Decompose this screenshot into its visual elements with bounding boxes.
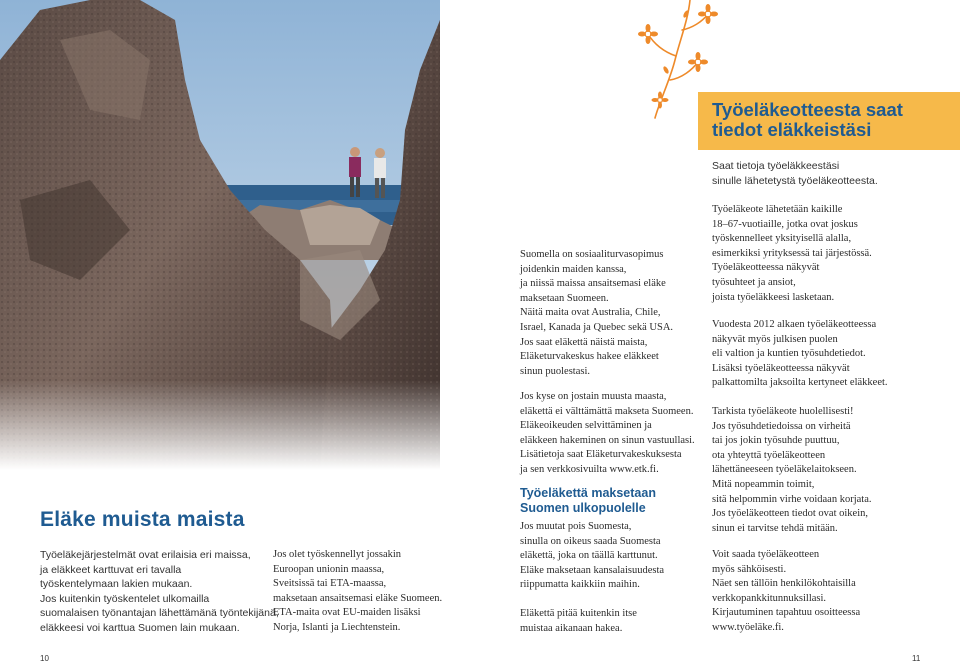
text-line: Mitä nopeammin toimit, (712, 478, 815, 490)
right-para-4 (712, 548, 860, 636)
text-line: näkyvät myös julkisen puolen (712, 333, 838, 345)
text-line: Suomella on sosiaaliturvasopimus (520, 249, 664, 260)
text-line: ja niissä maissa ansaitsemasi eläke (520, 278, 666, 290)
text-line: Jos työeläkeotteen tiedot ovat oikein, (712, 508, 869, 520)
text-line: ja eläkkeet karttuvat eri tavalla (40, 563, 182, 576)
text-line: eläkettä ei välttämättä makseta Suomeen. (520, 405, 694, 417)
text-line: Kirjautuminen tapahtuu osoitteessa (712, 607, 861, 619)
text-line: maksetaan Suomeen. (520, 292, 609, 304)
text-line: sinulla on oikeus saada Suomesta (520, 535, 661, 547)
text-line: sitä helpommin virhe voidaan korjata. (712, 493, 872, 505)
text-line: joidenkin maiden kanssa, (520, 263, 627, 275)
text-line: esimerkiksi yrityksessä tai järjestössä. (712, 247, 872, 259)
text-line: riippumatta kaikkiin maihin. (520, 579, 640, 591)
right-para-3 (712, 405, 872, 536)
text-line: Jos saat eläkettä näistä maista, (520, 336, 648, 348)
text-line: tai jos jokin työsuhde puuttuu, (712, 435, 840, 447)
left-page-title: Eläke muista maista (40, 508, 245, 531)
text-line: verkkopankkitunnuksillasi. (712, 592, 827, 604)
text-line: Jos kyse on jostain muusta maasta, (520, 391, 667, 402)
text-line: työsuhteet ja ansiot, (712, 276, 796, 288)
text-line: Euroopan unionin maassa, (273, 563, 385, 575)
section-heading (520, 486, 656, 515)
middle-para-4 (520, 607, 637, 636)
text-line: Voit saada työeläkeotteen (712, 549, 820, 560)
text-line: palkattomilta jaksoilta kertyneet eläkkeet. (712, 377, 888, 389)
right-page-title (712, 100, 903, 140)
title-line: Työeläkeotteesta saat (712, 99, 903, 120)
right-para-1 (712, 203, 872, 305)
text-line: Työeläkeotteessa näkyvät (712, 262, 820, 274)
text-line: 18–67-vuotiaille, jotka ovat joskus (712, 218, 858, 230)
text-line: Eläkettä pitää kuitenkin itse (520, 608, 637, 619)
middle-para-2 (520, 390, 695, 478)
text-line: Norja, Islanti ja Liechtenstein. (273, 621, 401, 633)
page-number-left: 10 (40, 654, 49, 663)
text-line: sinulle lähetetystä työeläkeotteesta. (712, 174, 878, 187)
text-line: Näitä maita ovat Australia, Chile, (520, 307, 661, 319)
text-line: Saat tietoja työeläkkeestäsi (712, 160, 840, 172)
coastal-rocks-photo (0, 0, 440, 470)
text-line: Eläke maksetaan kansalaisuudesta (520, 564, 665, 576)
text-line: Jos kuitenkin työskentelet ulkomailla (40, 592, 210, 605)
heading-line: Työeläkettä maksetaan (520, 486, 656, 500)
right-intro-text (712, 159, 878, 188)
text-line: Eläketurvakeskus hakee eläkkeet (520, 351, 659, 363)
text-line: sinun ei tarvitse tehdä mitään. (712, 522, 838, 534)
text-line: www.työeläke.fi. (712, 621, 784, 633)
text-line: Lisätietoja saat Eläketurvakeskuksesta (520, 449, 682, 461)
text-line: eli valtion ja kuntien työsuhdetiedot. (712, 348, 866, 360)
text-line: työskentelymaan lakien mukaan. (40, 578, 193, 591)
text-line: Israel, Kanada ja Quebec sekä USA. (520, 321, 674, 333)
text-line: Työeläkejärjestelmät ovat erilaisia eri maissa, (40, 549, 251, 561)
text-line: Jos olet työskennellyt jossakin (273, 549, 402, 560)
text-line: eläkkeen hakeminen on sinun vastuullasi. (520, 434, 695, 446)
middle-para-1 (520, 248, 673, 379)
title-line: tiedot eläkkeistäsi (712, 119, 872, 140)
heading-line: Suomen ulkopuolelle (520, 500, 646, 515)
text-line: suomalaisen työnantajan lähettämänä työntekijänä, (40, 607, 279, 620)
page-number-right: 11 (912, 654, 921, 663)
text-line: Näet sen tällöin henkilökohtaisilla (712, 578, 856, 590)
text-line: Jos työsuhdetiedoissa on virheitä (712, 420, 851, 432)
text-line: ja sen verkkosivuilta www.etk.fi. (520, 463, 659, 475)
text-line: ota yhteyttä työeläkeotteen (712, 449, 826, 461)
text-line: sinun puolestasi. (520, 365, 590, 377)
text-line: maksetaan ansaitsemasi eläke Suomeen. (273, 592, 443, 604)
text-line: työskennelleet yksityisellä alalla, (712, 233, 852, 245)
text-line: ETA-maita ovat EU-maiden lisäksi (273, 607, 421, 619)
text-line: eläkettä, joka on täällä karttunut. (520, 550, 658, 562)
text-line: lähettäneeseen työeläkelaitokseen. (712, 464, 857, 476)
middle-para-3 (520, 520, 664, 593)
text-line: eläkkeesi voi karttua Suomen lain mukaan. (40, 621, 240, 634)
text-line: Työeläkeote lähetetään kaikille (712, 204, 843, 215)
photo-fade (0, 380, 440, 470)
text-line: joista työeläkkeesi lasketaan. (712, 291, 835, 303)
text-line: Eläkeoikeuden selvittäminen ja (520, 420, 652, 432)
text-line: Tarkista työeläkeote huolellisesti! (712, 406, 854, 417)
text-line: muistaa aikanaan hakea. (520, 622, 623, 634)
right-para-2 (712, 318, 888, 391)
left-eu-text (273, 548, 442, 636)
text-line: Jos muutat pois Suomesta, (520, 521, 632, 532)
left-intro-text (40, 548, 279, 636)
text-line: Vuodesta 2012 alkaen työeläkeotteessa (712, 319, 877, 330)
text-line: Sveitsissä tai ETA-maassa, (273, 578, 387, 590)
text-line: Lisäksi työeläkeotteessa näkyvät (712, 362, 850, 374)
text-line: myös sähköisesti. (712, 563, 787, 575)
